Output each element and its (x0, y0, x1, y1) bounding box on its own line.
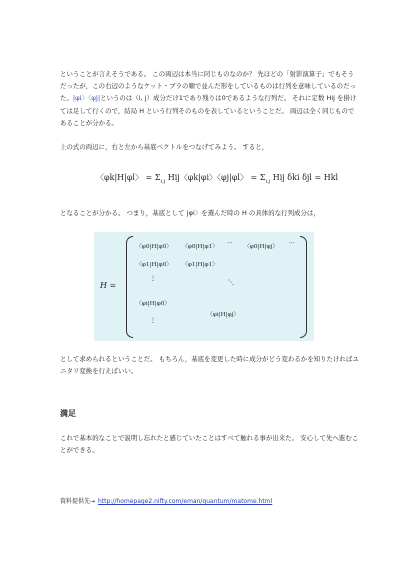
ket-bra-expression: |φi〉〈φj| (72, 94, 101, 103)
eq-delta: Hij δki δjl (272, 173, 312, 182)
intro-text-a: ということが言えそうである。 この両辺は本当に同じものなのか？ 先ほどの「射影演算子」でもそうだったが，この右辺のようなケット・ブラの順で並んだ形をしているものは行列を意味しているのだった。 (60, 70, 356, 103)
matrix-cell: 〈φi|H|φj〉 (207, 312, 240, 318)
source-link[interactable]: http://homepage2.nifty.com/eman/quantum/matome.html (98, 498, 273, 505)
unitary-paragraph: として求められるということだ。 もちろん，基底を変更した時に成分がどう変わるかを知りたければユニタリ変換を行えばいい。 (60, 355, 359, 376)
matrix-right-bracket (300, 236, 307, 338)
sum-symbol: Σ (154, 173, 161, 182)
matrix-label: H = (100, 281, 117, 290)
eq-sign: = (145, 173, 153, 182)
matrix-cell: 〈φ0|H|φ1〉 (182, 244, 219, 250)
matrix-cell: 〈φ0|H|φ0〉 (136, 244, 173, 250)
matrix-cell: ··· (227, 241, 233, 247)
matrix-element-equation (96, 172, 338, 185)
matrix-cell: 〈φ0|H|φj〉 (244, 244, 279, 250)
matrix-cell: ··· (289, 241, 295, 247)
source-footer (60, 496, 272, 505)
matrix-cell: ⋮ (150, 276, 156, 282)
eq-middle: Hij〈φk|φi〉〈φj|φl〉 (167, 173, 248, 182)
matrix-cell: 〈φi|H|φ0〉 (136, 301, 171, 307)
matrix-left-bracket (126, 236, 133, 338)
eq-sign-2: = (250, 173, 258, 182)
section-heading: 満足 (60, 409, 76, 418)
basis-paragraph: 上の式の両辺に，右と左から基底ベクトルをつなげてみよう。 すると， (60, 143, 269, 151)
matrix-cell: 〈φ1|H|φ1〉 (182, 262, 219, 268)
matrix-intro-paragraph: となることが分かる。 つまり，基底として |φi〉を選んだ時の H の具体的な行列成分は， (60, 209, 320, 217)
sum-symbol-2: Σ (259, 173, 266, 182)
source-label: 資料提供先→ (60, 498, 96, 505)
eq-rhs: = Hkl (314, 173, 339, 182)
intro-paragraph (60, 68, 360, 129)
matrix-cell: ⋱ (228, 280, 234, 286)
sum-index: i,j (160, 178, 166, 185)
matrix-cell: ⋮ (150, 318, 156, 324)
matrix-cell: 〈φ1|H|φ0〉 (136, 262, 173, 268)
intro-text-b: というのは（i, j）成分だけ1であり残りは0であるような行列だ。 それに定数 Hij を掛けては足して行くので，結局 H という行列そのものを表しているということだ。 両辺は全く同じものであることが分かる。 (60, 94, 357, 127)
eq-lhs: 〈φk|H|φl〉 (96, 173, 143, 182)
sum-index-2: i,j (265, 178, 271, 185)
closing-paragraph: これで基本的なことで説明し忘れたと感じていたことはすべて触れる事が出来た。 安心して先へ進むことができる。 (60, 434, 359, 455)
